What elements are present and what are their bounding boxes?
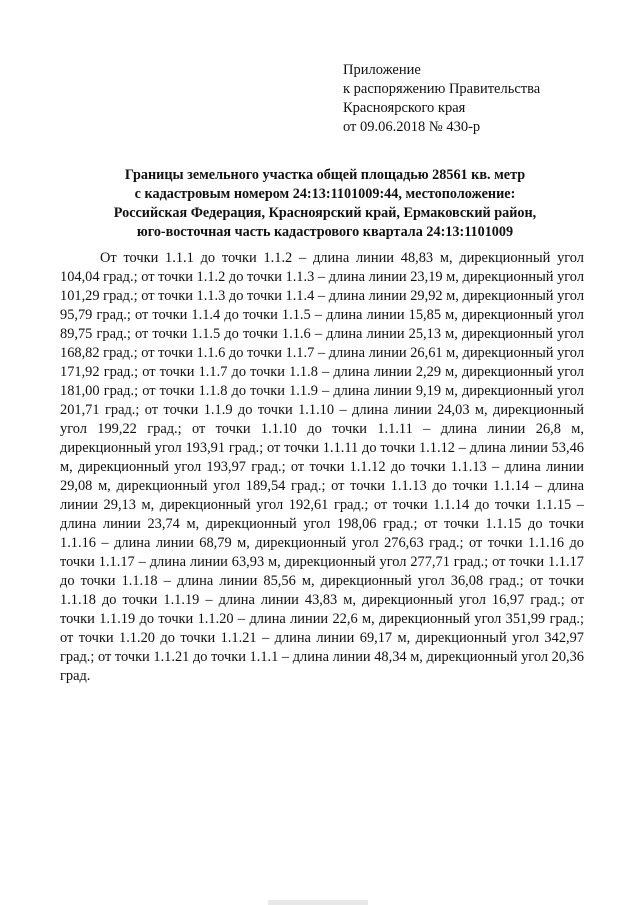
title-line-2: с кадастровым номером 24:13:1101009:44, местоположение: (134, 186, 516, 202)
appendix-line-1: Приложение (343, 62, 421, 78)
appendix-line-3: Красноярского края (343, 100, 466, 116)
title-line-3: Российская Федерация, Красноярский край, Ермаковский район, (113, 205, 537, 221)
document-title (60, 166, 590, 242)
title-line-4: юго-восточная часть кадастрового квартала 24:13:1101009 (136, 224, 514, 240)
title-line-1: Границы земельного участка общей площадью 28561 кв. метр (124, 167, 526, 183)
scan-edge-mark (268, 900, 368, 905)
appendix-line-4: от 09.06.2018 № 430-р (343, 119, 481, 135)
appendix-line-2: к распоряжению Правительства (343, 81, 541, 97)
appendix-block (343, 61, 613, 137)
boundary-description-paragraph: От точки 1.1.1 до точки 1.1.2 – длина линии 48,83 м, дирекционный угол 104,04 град.; от точки 1.1.2 до точки 1.1.3 – длина линии 23,19 м, дирекционный угол 101,29 град.; от точки 1.1.3 до точки 1.1.4 – длина линии 29,92 м, дирекционный угол 95,79 град.; от точки 1.1.4 до точки 1.1.5 – длина линии 15,85 м, дирекционный угол 89,75 град.; от точки 1.1.5 до точки 1.1.6 – длина линии 25,13 м, дирекционный угол 168,82 град.; от точки 1.1.6 до точки 1.1.7 – длина линии 26,61 м, дирекционный угол 171,92 град.; от точки 1.1.7 до точки 1.1.8 – длина линии 2,29 м, дирекционный угол 181,00 град.; от точки 1.1.8 до точки 1.1.9 – длина линии 9,19 м, дирекционный угол 201,71 град.; от точки 1.1.9 до точки 1.1.10 – длина линии 24,03 м, дирекционный угол 199,22 град.; от точки 1.1.10 до точки 1.1.11 – длина линии 26,8 м, дирекционный угол 193,91 град.; от точки 1.1.11 до точки 1.1.12 – длина линии 53,46 м, дирекционный угол 193,97 град.; от точки 1.1.12 до точки 1.1.13 – длина линии 29,08 м, дирекционный угол 189,54 град.; от точки 1.1.13 до точки 1.1.14 – длина линии 29,13 м, дирекционный угол 192,61 град.; от точки 1.1.14 до точки 1.1.15 – длина линии 23,74 м, дирекционный угол 198,06 град.; от точки 1.1.15 до точки 1.1.16 – длина линии 68,79 м, дирекционный угол 276,63 град.; от точки 1.1.16 до точки 1.1.17 – длина линии 63,93 м, дирекционный угол 277,71 град.; от точки 1.1.17 до точки 1.1.18 – длина линии 85,56 м, дирекционный угол 36,08 град.; от точки 1.1.18 до точки 1.1.19 – длина линии 43,83 м, дирекционный угол 16,97 град.; от точки 1.1.19 до точки 1.1.20 – длина линии 22,6 м, дирекционный угол 351,99 град.; от точки 1.1.20 до точки 1.1.21 – длина линии 69,17 м, дирекционный угол 342,97 град.; от точки 1.1.21 до точки 1.1.1 – длина линии 48,34 м, дирекционный угол 20,36 град. (60, 250, 584, 684)
